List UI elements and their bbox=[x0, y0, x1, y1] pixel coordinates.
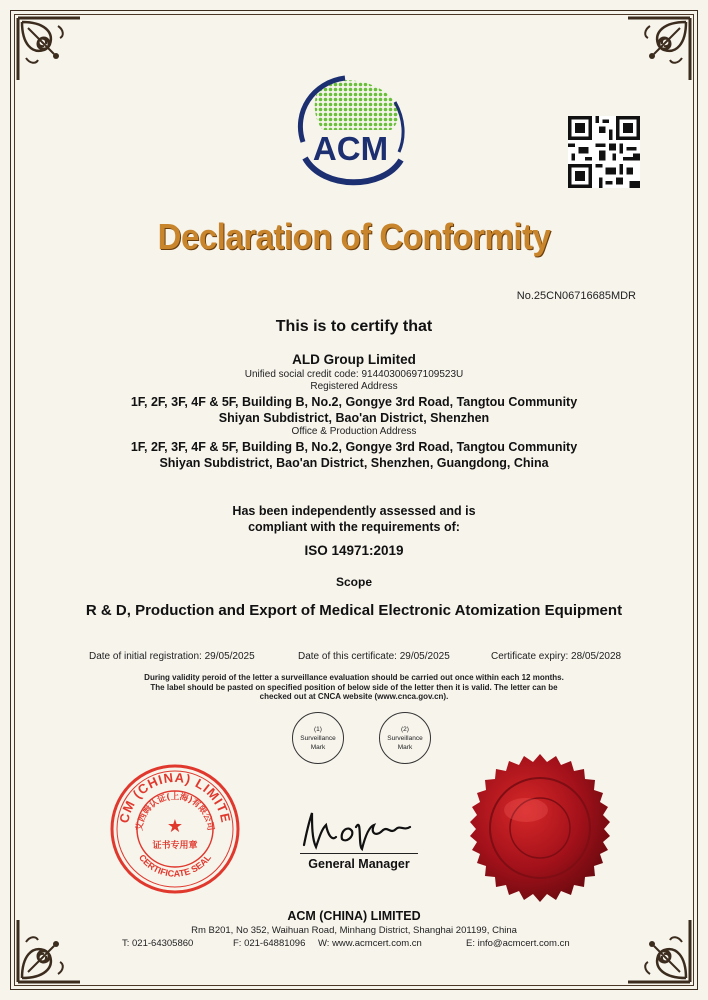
mark-label: Mark bbox=[310, 744, 326, 751]
assessment-line2: compliant with the requirements of: bbox=[248, 520, 460, 534]
corner-ornament-top-left bbox=[14, 14, 84, 84]
office-address-line1: 1F, 2F, 3F, 4F & 5F, Building B, No.2, Gongye 3rd Road, Tangtou Community bbox=[130, 440, 578, 454]
office-address-line2: Shiyan Subdistrict, Bao'an District, Shenzhen, Guangdong, China bbox=[159, 456, 549, 470]
footer-company: ACM (CHINA) LIMITED bbox=[287, 909, 421, 923]
registered-address-line2: Shiyan Subdistrict, Bao'an District, Shenzhen bbox=[218, 411, 490, 425]
registered-address bbox=[0, 394, 708, 426]
surveillance-mark-2 bbox=[379, 712, 431, 764]
footer-telephone: T: 021-64305860 bbox=[122, 938, 194, 949]
certificate-number: No.25CN06716685MDR bbox=[516, 290, 636, 302]
signatory-title: General Manager bbox=[308, 857, 410, 871]
mark-number: (1) bbox=[314, 726, 322, 733]
scope-text: R & D, Production and Export of Medical Electronic Atomization Equipment bbox=[85, 602, 623, 619]
seal-center-text: 证书专用章 bbox=[152, 841, 198, 851]
notice-line3: checked out at CNCA website (www.cnca.gov.cn). bbox=[259, 692, 449, 701]
footer-fax: F: 021-64881096 bbox=[233, 938, 306, 949]
mark-label: Surveillance bbox=[387, 735, 423, 742]
seal-outer-text: CM (CHINA) LIMITE bbox=[116, 769, 234, 825]
date-certificate: Date of this certificate: 29/05/2025 bbox=[298, 651, 450, 662]
office-address-label: Office & Production Address bbox=[291, 426, 417, 437]
signature bbox=[298, 805, 418, 853]
certificate-seal-stamp bbox=[108, 762, 242, 896]
company-name: ALD Group Limited bbox=[292, 352, 416, 367]
logo-text: ACM bbox=[312, 130, 389, 167]
assessment-line1: Has been independently assessed and is bbox=[232, 504, 476, 518]
seal-inner-text: 艾西姆认证(上海)有限公司 bbox=[134, 792, 216, 832]
registered-address-line1: 1F, 2F, 3F, 4F & 5F, Building B, No.2, Gongye 3rd Road, Tangtou Community bbox=[130, 395, 578, 409]
notice-line2: The label should be pasted on specified position of below side of the letter then it is valid. The letter can be bbox=[150, 682, 558, 692]
date-expiry: Certificate expiry: 28/05/2028 bbox=[491, 651, 622, 662]
footer-email: E: info@acmcert.com.cn bbox=[466, 938, 570, 949]
seal-bottom-text: CERTIFICATE SEAL bbox=[136, 852, 214, 879]
assessment-statement bbox=[0, 503, 708, 535]
acm-logo bbox=[283, 72, 418, 192]
corner-ornament-top-right bbox=[624, 14, 694, 84]
wax-seal bbox=[464, 752, 616, 904]
star-icon: ★ bbox=[166, 816, 184, 836]
registered-address-label: Registered Address bbox=[310, 381, 398, 392]
signature-line bbox=[300, 853, 418, 854]
qr-code bbox=[568, 116, 640, 188]
certify-heading: This is to certify that bbox=[275, 318, 433, 335]
office-address bbox=[0, 439, 708, 471]
surveillance-notice bbox=[0, 673, 708, 702]
footer-address: Rm B201, No 352, Waihuan Road, Minhang District, Shanghai 201199, China bbox=[191, 925, 517, 936]
mark-label: Surveillance bbox=[300, 735, 336, 742]
footer-website: W: www.acmcert.com.cn bbox=[318, 938, 422, 949]
scope-label: Scope bbox=[335, 575, 372, 589]
notice-line1: During validity peroid of the letter a surveillance evaluation should be carried out once within each 12 months. bbox=[144, 673, 564, 682]
mark-number: (2) bbox=[401, 726, 409, 733]
standard: ISO 14971:2019 bbox=[304, 543, 404, 558]
mark-label: Mark bbox=[397, 744, 413, 751]
document-title: Declaration of Conformity bbox=[157, 216, 551, 257]
surveillance-mark-1 bbox=[292, 712, 344, 764]
credit-code: Unified social credit code: 91440300697109523U bbox=[244, 369, 464, 380]
date-initial-registration: Date of initial registration: 29/05/2025 bbox=[89, 651, 255, 662]
